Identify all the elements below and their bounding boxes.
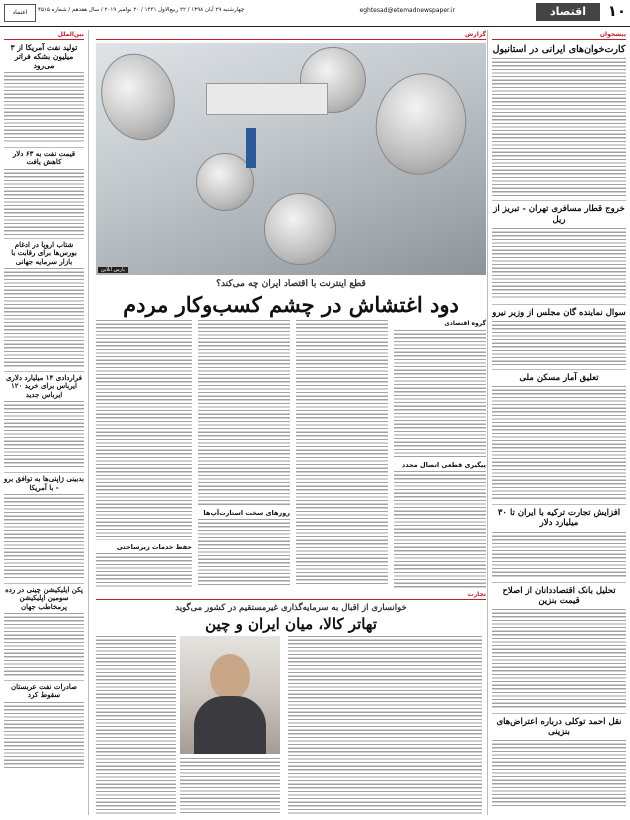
lead-subhead-1: پیگیری قطعی اتصال مجدد [401,461,486,469]
left-headline-4: فراردادی ۱۴ میلیارد دلاری ایرباس برای خرید ۱۲۰ ایرباس جدید [6,372,82,399]
right-body-5 [492,532,626,578]
lead-subhead-2: روزهای سخت استارت‌آپ‌ها [203,509,290,517]
second-body-left [96,636,176,814]
right-body-6 [492,609,626,709]
technician-figure [246,128,256,168]
right-headline-1: کارت‌خوان‌های ایرانی در استانبول [492,44,626,55]
lead-tag: گزارش [96,30,486,40]
second-portrait [180,636,280,754]
column-divider-right [487,30,488,815]
lead-byline: گروه اقتصادی [444,320,486,327]
second-story [96,590,486,633]
left-headline-7: صادرات نفت عربستان سقوط کرد [11,682,77,700]
right-body-1 [492,58,626,196]
second-body-right [288,636,482,814]
page-number: ۱۰ [607,2,626,20]
date-line: چهارشنبه ۲۹ آبان ۱۳۹۸ / ۲۲ ربیع‌الاول ۱۴۴۱ / ۲۰ نوامبر ۲۰۱۹ / سال هفدهم / شماره ۴۵۱۵ [38,7,245,13]
second-headline: تهاتر کالا، میان ایران و چین [205,615,377,634]
second-tag: تجارت [96,590,486,600]
lead-kicker: قطع اینترنت با اقتصاد ایران چه می‌کند؟ [216,279,366,289]
right-headline-7: نقل احمد توکلی درباره اعتراض‌های بنزینی [496,716,622,738]
lead-story [96,30,486,317]
right-headline-6: تحلیل بانک اقتصاددانان از اصلاح قیمت بنزین [502,585,616,606]
section-email: eghtesad@etemadnewspaper.ir [359,7,455,14]
lead-subhead-3: حفظ خدمات زیرساختی [116,543,192,551]
left-column [4,30,84,815]
right-column [492,30,626,815]
second-kicker: خوانساری از اقبال به سرمایه‌گذاری غیرمستقیم در کشور می‌گوید [175,603,407,613]
right-headline-2: خروج قطار مسافری تهران - تبریز از ریل [493,204,625,225]
photo-caption: پارس آنلاین [98,267,128,273]
left-headline-6: پکن ایلیکیشن چینی در رده سومین اپلیکیشن پرمخاطب جهان [5,584,83,611]
left-headline-5: بدبینی ژاپنی‌ها به توافق برو - با آمریکا [3,474,84,492]
page-header [0,0,630,27]
left-headline-1: تولید نفت آمریکا از ۳ میلیون بشکه فراتر می‌رود [10,43,78,70]
left-headline-3: شتاب اروپا در ادغام بورس‌ها برای رقابت با بازار سرمایه جهانی [11,239,77,266]
right-body-7 [492,740,626,808]
column-divider-left [88,30,89,815]
right-headline-4: تعلیق آمار مسکن ملی [519,372,599,383]
left-column-tag: بین‌الملل [4,30,84,40]
right-column-tag: پیشخوان [492,30,626,40]
lead-body [96,320,486,586]
right-body-2 [492,228,626,300]
lead-photo [96,43,486,275]
right-headline-3: سوال نماینده گان مجلس از وزیر نیرو [492,307,626,318]
newspaper-logo: اعتماد [4,4,36,22]
right-body-3 [492,321,626,365]
right-headline-5: افزایش تجارت ترکیه با ایران تا ۳۰ میلیارد دلار [497,508,621,529]
lead-headline: دود اغتشاش در چشم کسب‌وکار مردم [123,291,459,317]
right-body-4 [492,386,626,500]
section-title: اقتصاد [536,3,600,21]
left-headline-2: قیمت نفت به ۶۳ دلار کاهش یافت [12,149,76,167]
